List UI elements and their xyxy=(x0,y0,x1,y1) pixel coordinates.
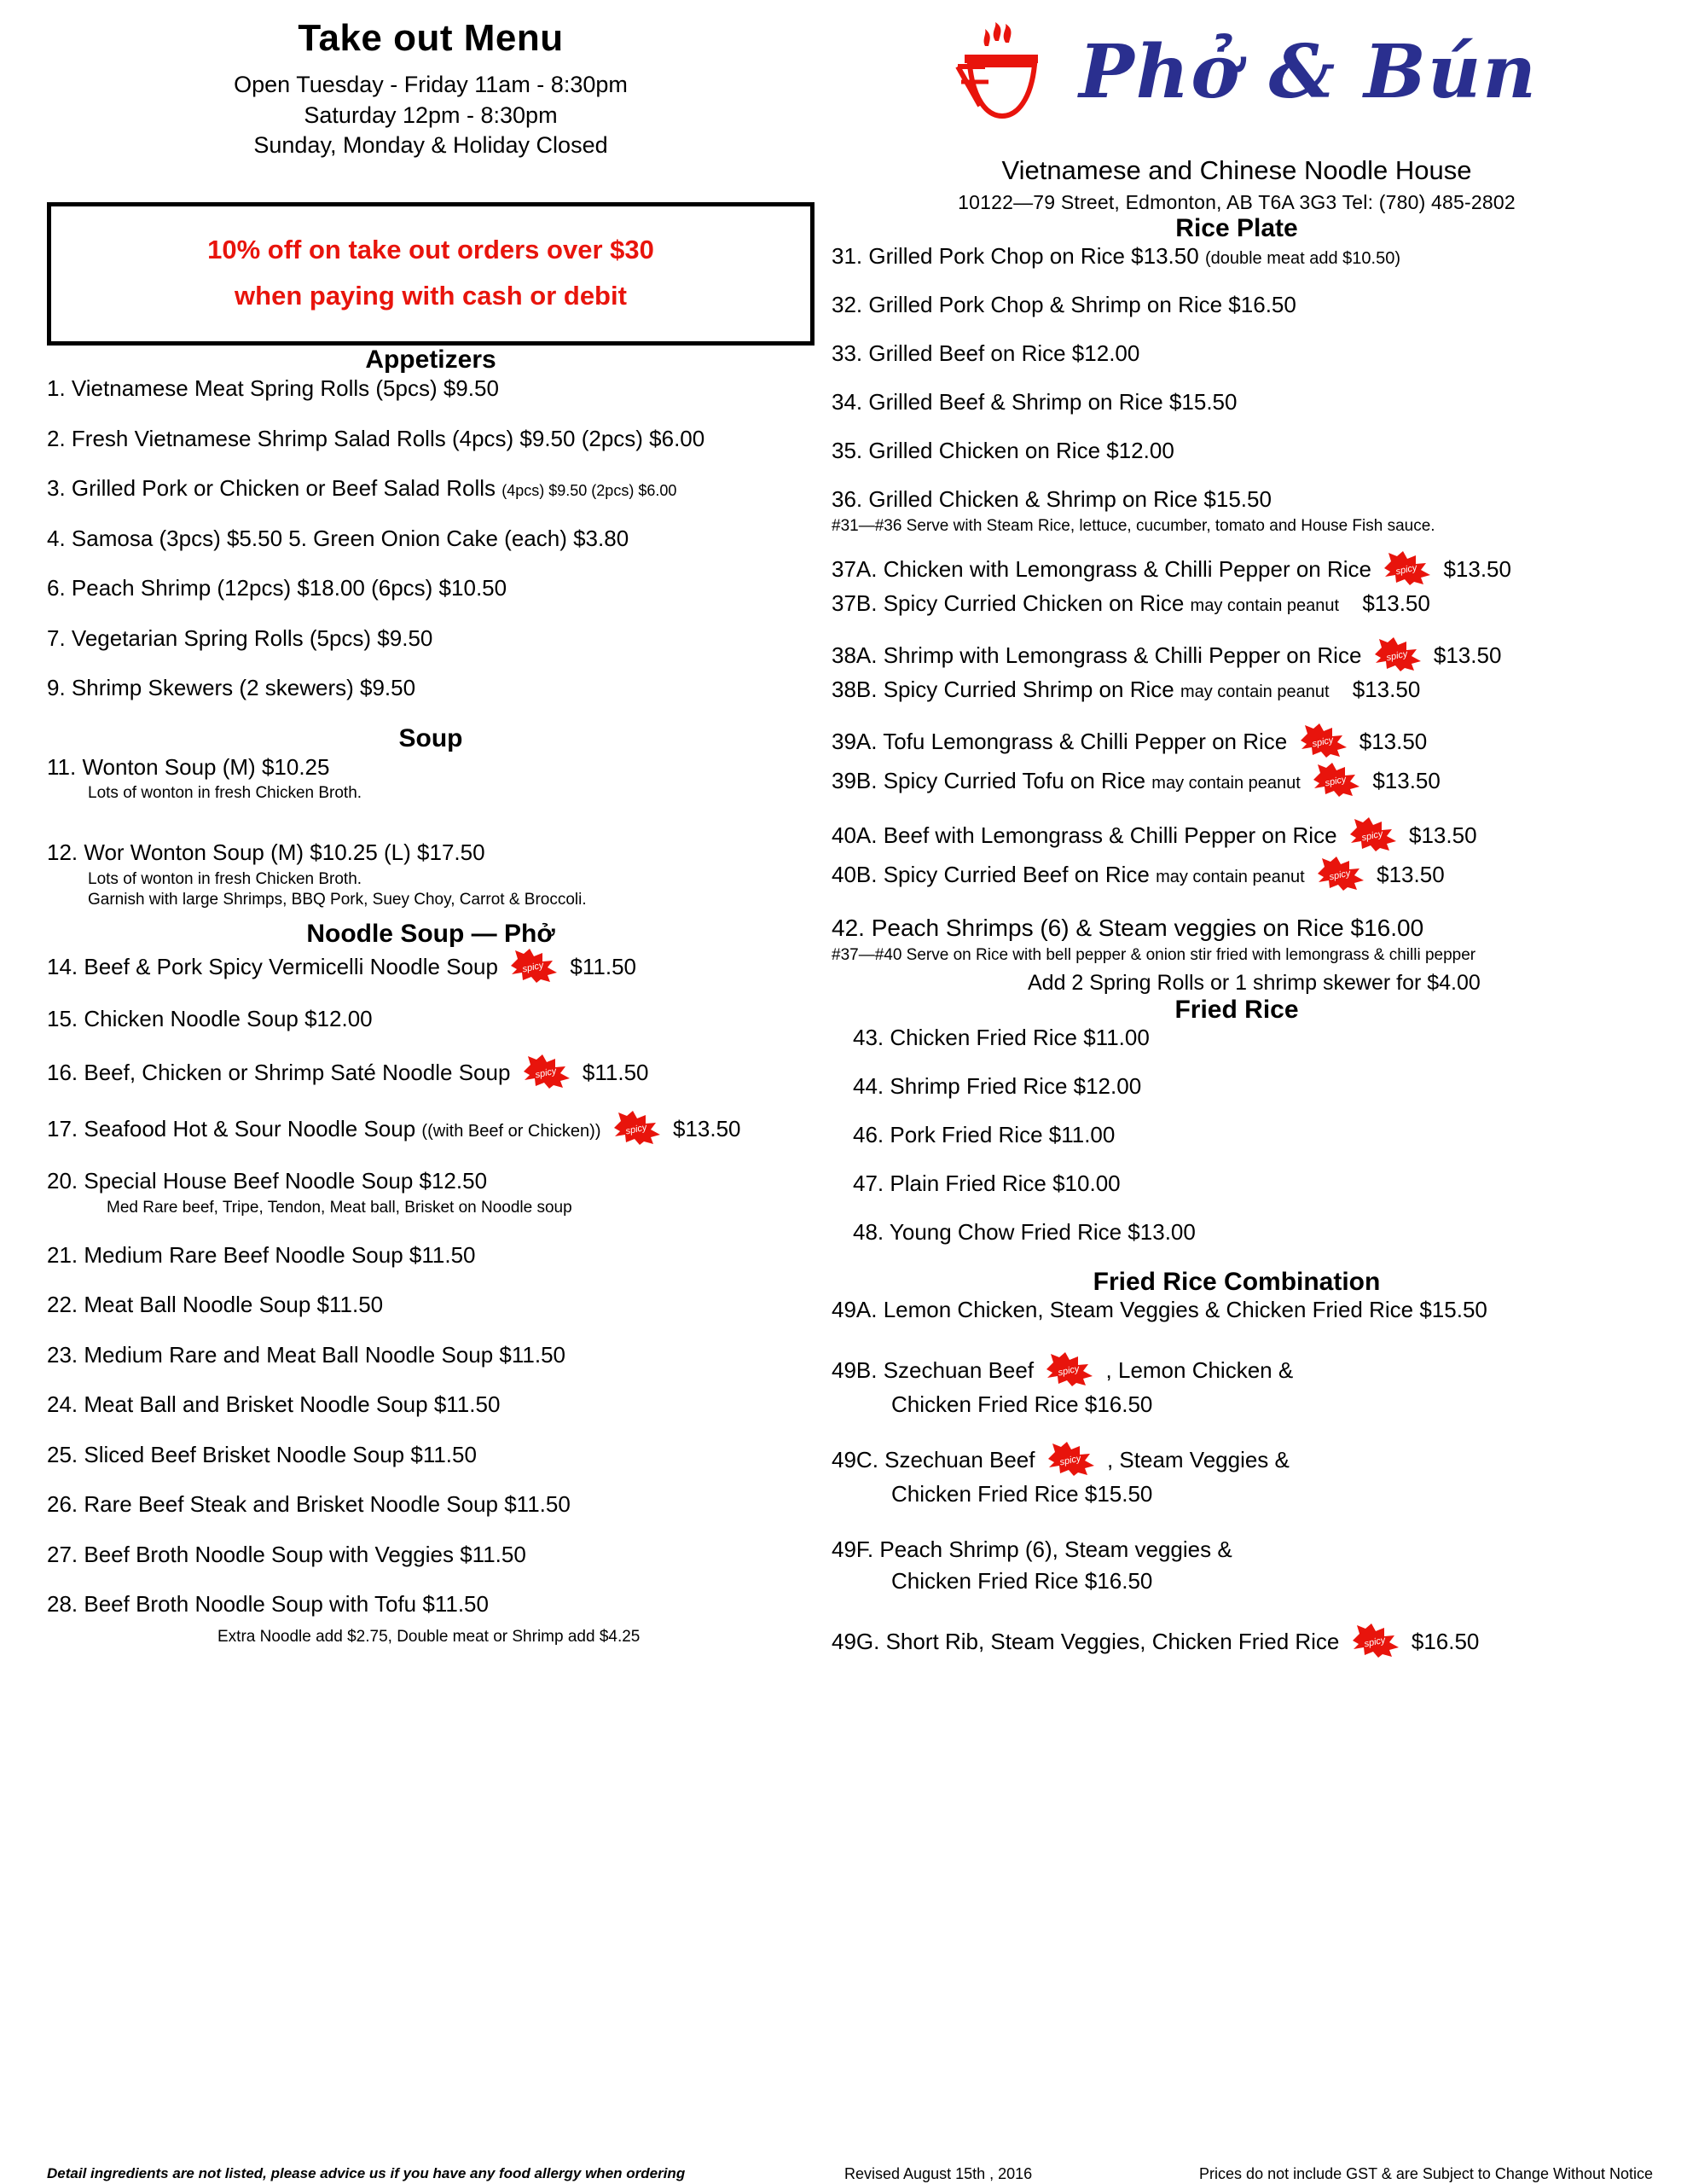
menu-item xyxy=(832,857,1642,891)
menu-item-description: Lots of wonton in fresh Chicken Broth. xyxy=(88,784,362,803)
menu-item-name: 49G. Short Rib, Steam Veggies, Chicken Fried Rice xyxy=(832,1629,1340,1655)
menu-item xyxy=(832,551,1642,585)
section-heading-fried-rice: Fried Rice xyxy=(1174,996,1299,1025)
menu-item-name: 39B. Spicy Curried Tofu on Rice xyxy=(832,767,1146,793)
menu-item-price: $13.50 xyxy=(1443,555,1511,582)
menu-item: 26. Rare Beef Steak and Brisket Noodle Soup $11.50 xyxy=(47,1491,571,1518)
menu-item-description: Garnish with large Shrimps, BBQ Pork, Suey Choy, Carrot & Broccoli. xyxy=(88,891,587,909)
menu-item: 6. Peach Shrimp (12pcs) $18.00 (6pcs) $10.50 xyxy=(47,575,507,601)
menu-item: 48. Young Chow Fried Rice $13.00 xyxy=(853,1219,1196,1246)
menu-item-price: $16.50 xyxy=(1411,1629,1480,1655)
menu-item: 49F. Peach Shrimp (6), Steam veggies & xyxy=(832,1536,1232,1563)
menu-item xyxy=(832,1352,1642,1386)
page-title: Take out Menu xyxy=(298,17,564,59)
menu-item-price-detail: (4pcs) $9.50 (2pcs) $6.00 xyxy=(501,482,677,500)
menu-item xyxy=(47,753,815,804)
svg-text:spicy: spicy xyxy=(1328,868,1352,883)
menu-item xyxy=(832,817,1642,851)
menu-item-name: 38A. Shrimp with Lemongrass & Chilli Pepper on Rice xyxy=(832,642,1362,668)
svg-text:spicy: spicy xyxy=(1360,828,1384,844)
spicy-icon xyxy=(1381,551,1434,585)
menu-item-price: $13.50 xyxy=(1372,767,1441,793)
menu-item xyxy=(47,474,815,502)
menu-item xyxy=(832,1623,1642,1658)
svg-text:spicy: spicy xyxy=(1394,562,1418,578)
menu-item xyxy=(832,677,1642,703)
menu-item xyxy=(47,839,815,911)
menu-item: 43. Chicken Fried Rice $11.00 xyxy=(853,1025,1150,1051)
section-heading-fried-rice-combination: Fried Rice Combination xyxy=(1093,1268,1381,1297)
menu-item-name: 11. Wonton Soup (M) $10.25 xyxy=(47,753,330,780)
menu-item: 42. Peach Shrimps (6) & Steam veggies on Rice $16.00 xyxy=(832,914,1424,941)
menu-item xyxy=(832,590,1642,617)
menu-item xyxy=(832,637,1642,671)
spicy-icon xyxy=(1347,817,1400,851)
menu-item-name: 16. Beef, Chicken or Shrimp Saté Noodle Soup xyxy=(47,1060,511,1086)
spicy-icon xyxy=(1045,1442,1098,1476)
menu-item: 22. Meat Ball Noodle Soup $11.50 xyxy=(47,1292,384,1318)
svg-text:spicy: spicy xyxy=(521,960,545,975)
spicy-icon xyxy=(1043,1352,1096,1386)
menu-item-note: may contain peanut xyxy=(1190,595,1340,615)
menu-item xyxy=(47,1054,815,1089)
menu-item-name: 38B. Spicy Curried Shrimp on Rice xyxy=(832,676,1174,702)
svg-text:spicy: spicy xyxy=(1363,1635,1387,1650)
rice-plate-add-note: Add 2 Spring Rolls or 1 shrimp skewer for $4.00 xyxy=(1028,971,1481,996)
svg-text:spicy: spicy xyxy=(534,1066,558,1081)
menu-item: 47. Plain Fried Rice $10.00 xyxy=(853,1170,1121,1197)
menu-item-suffix: , Lemon Chicken & xyxy=(1105,1357,1294,1384)
spicy-icon xyxy=(1349,1623,1402,1658)
menu-item-price: $13.50 xyxy=(1352,676,1421,702)
menu-item: 32. Grilled Pork Chop & Shrimp on Rice $16.50 xyxy=(832,292,1296,317)
menu-item: 15. Chicken Noodle Soup $12.00 xyxy=(47,1005,373,1031)
menu-item-name: 49C. Szechuan Beef xyxy=(832,1447,1035,1473)
svg-text:spicy: spicy xyxy=(1057,1363,1081,1379)
menu-item: 23. Medium Rare and Meat Ball Noodle Soup $11.50 xyxy=(47,1341,566,1368)
menu-item-price: $13.50 xyxy=(1359,728,1428,754)
menu-item: 28. Beef Broth Noodle Soup with Tofu $11.50 xyxy=(47,1591,489,1618)
menu-item-name: 37A. Chicken with Lemongrass & Chilli Pepper on Rice xyxy=(832,555,1371,582)
menu-item-note: may contain peanut xyxy=(1180,682,1330,701)
menu-item: 44. Shrimp Fried Rice $12.00 xyxy=(853,1073,1142,1100)
menu-item: 33. Grilled Beef on Rice $12.00 xyxy=(832,340,1140,366)
menu-item: 49A. Lemon Chicken, Steam Veggies & Chicken Fried Rice $15.50 xyxy=(832,1297,1487,1323)
fried-rice-combo-items xyxy=(832,1297,1642,1658)
svg-text:spicy: spicy xyxy=(1058,1453,1082,1468)
hours-line-1: Open Tuesday - Friday 11am - 8:30pm xyxy=(234,72,628,97)
svg-text:spicy: spicy xyxy=(1385,648,1409,664)
section-heading-appetizers: Appetizers xyxy=(365,346,496,375)
menu-item xyxy=(47,1111,815,1145)
menu-item: 36. Grilled Chicken & Shrimp on Rice $15.50 xyxy=(832,486,1272,512)
menu-item-name: 39A. Tofu Lemongrass & Chilli Pepper on Rice xyxy=(832,728,1288,754)
hours-block xyxy=(47,70,815,161)
svg-text:spicy: spicy xyxy=(1324,774,1348,789)
spicy-icon xyxy=(507,949,560,983)
menu-item xyxy=(832,1442,1642,1476)
menu-item-note-text: (with Beef or Chicken) xyxy=(427,1122,595,1141)
menu-item-line2: Chicken Fried Rice $15.50 xyxy=(891,1481,1153,1507)
menu-item-price: $13.50 xyxy=(1409,822,1477,848)
spicy-icon xyxy=(611,1111,664,1145)
menu-item: 46. Pork Fried Rice $11.00 xyxy=(853,1122,1116,1148)
footer-allergy-note: Detail ingredients are not listed, please advice us if you have any food allergy when ordering xyxy=(47,2165,686,2181)
menu-item xyxy=(832,763,1642,797)
section-heading-rice-plate: Rice Plate xyxy=(1175,214,1298,242)
rice-plate-note-31-36: #31—#36 Serve with Steam Rice, lettuce, cucumber, tomato and House Fish sauce. xyxy=(832,517,1435,535)
promo-box xyxy=(47,202,815,346)
restaurant-address: 10122—79 Street, Edmonton, AB T6A 3G3 Tel: (780) 485-2802 xyxy=(958,191,1516,213)
menu-item: 2. Fresh Vietnamese Shrimp Salad Rolls (4pcs) $9.50 (2pcs) $6.00 xyxy=(47,425,705,451)
menu-item-name: 20. Special House Beef Noodle Soup $12.50 xyxy=(47,1168,488,1194)
menu-item-line2: Chicken Fried Rice $16.50 xyxy=(891,1568,1153,1594)
spicy-icon xyxy=(1310,763,1363,797)
svg-text:spicy: spicy xyxy=(624,1122,648,1137)
spicy-icon xyxy=(1314,857,1367,891)
menu-item: 9. Shrimp Skewers (2 skewers) $9.50 xyxy=(47,675,416,701)
menu-item-price: $11.50 xyxy=(582,1060,649,1086)
menu-item-price: $13.50 xyxy=(672,1116,741,1142)
menu-item: 21. Medium Rare Beef Noodle Soup $11.50 xyxy=(47,1241,476,1268)
menu-item-name: 3. Grilled Pork or Chicken or Beef Salad Rolls xyxy=(47,475,496,502)
menu-item-note: ((with Beef or Chicken)) xyxy=(421,1122,601,1141)
menu-item-note: (double meat add $10.50) xyxy=(1204,249,1400,268)
menu-item-description: Med Rare beef, Tripe, Tendon, Meat ball, Brisket on Noodle soup xyxy=(107,1198,572,1217)
menu-item-name: 17. Seafood Hot & Sour Noodle Soup xyxy=(47,1116,416,1142)
restaurant-subtitle: Vietnamese and Chinese Noodle House xyxy=(1001,155,1472,185)
promo-line-1: 10% off on take out orders over $30 xyxy=(207,234,654,264)
menu-item-name: 31. Grilled Pork Chop on Rice $13.50 xyxy=(832,243,1199,269)
menu-item-name: 14. Beef & Pork Spicy Vermicelli Noodle Soup xyxy=(47,953,498,979)
fried-rice-items xyxy=(853,1025,1642,1246)
promo-line-2: when paying with cash or debit xyxy=(235,281,627,311)
menu-item xyxy=(47,949,815,983)
rice-plate-items xyxy=(832,243,1642,996)
logo-row xyxy=(832,20,1642,148)
spicy-icon xyxy=(1371,637,1424,671)
menu-item xyxy=(832,243,1642,270)
menu-item-price: $13.50 xyxy=(1362,590,1430,616)
menu-item: 4. Samosa (3pcs) $5.50 5. Green Onion Cake (each) $3.80 xyxy=(47,525,629,551)
menu-item-name: 12. Wor Wonton Soup (M) $10.25 (L) $17.50 xyxy=(47,839,485,866)
svg-text:spicy: spicy xyxy=(1310,735,1335,750)
restaurant-logo-text: Phở & Bún xyxy=(1079,29,1538,115)
menu-item xyxy=(832,723,1642,758)
menu-item: 1. Vietnamese Meat Spring Rolls (5pcs) $9.50 xyxy=(47,375,499,402)
menu-item: 24. Meat Ball and Brisket Noodle Soup $11.50 xyxy=(47,1391,501,1418)
left-column xyxy=(47,17,815,1647)
menu-item-note: may contain peanut xyxy=(1156,867,1305,886)
menu-item-note: may contain peanut xyxy=(1151,773,1301,793)
menu-item: 35. Grilled Chicken on Rice $12.00 xyxy=(832,438,1174,463)
menu-item: 7. Vegetarian Spring Rolls (5pcs) $9.50 xyxy=(47,624,433,651)
menu-item-name: 40B. Spicy Curried Beef on Rice xyxy=(832,861,1150,887)
rice-plate-note-37-40: #37—#40 Serve on Rice with bell pepper & onion stir fried with lemongrass & chilli pepper xyxy=(832,945,1476,964)
menu-item-suffix: , Steam Veggies & xyxy=(1106,1447,1290,1473)
spicy-icon xyxy=(1297,723,1350,758)
menu-item: 27. Beef Broth Noodle Soup with Veggies $11.50 xyxy=(47,1541,526,1567)
spicy-icon xyxy=(520,1054,573,1089)
section-heading-noodle-soup: Noodle Soup — Phở xyxy=(306,919,555,948)
menu-item-price: $13.50 xyxy=(1377,861,1445,887)
menu-item-price: $13.50 xyxy=(1433,642,1502,668)
menu-item: 34. Grilled Beef & Shrimp on Rice $15.50 xyxy=(832,389,1238,415)
right-column xyxy=(832,17,1642,1658)
menu-item-line2: Chicken Fried Rice $16.50 xyxy=(891,1391,1153,1418)
menu-item-name: 49B. Szechuan Beef xyxy=(832,1357,1035,1384)
section-heading-soup: Soup xyxy=(398,723,463,752)
menu-item-description: Lots of wonton in fresh Chicken Broth. xyxy=(88,869,362,888)
noodle-footnote: Extra Noodle add $2.75, Double meat or Shrimp add $4.25 xyxy=(217,1627,641,1646)
footer-price-note: Prices do not include GST & are Subject to Change Without Notice xyxy=(1199,2165,1653,2182)
menu-item xyxy=(47,1167,815,1218)
hours-line-3: Sunday, Monday & Holiday Closed xyxy=(253,132,608,159)
hours-line-2: Saturday 12pm - 8:30pm xyxy=(304,102,558,128)
menu-item: 25. Sliced Beef Brisket Noodle Soup $11.50 xyxy=(47,1441,477,1467)
menu-item-name: 40A. Beef with Lemongrass & Chilli Pepper on Rice xyxy=(832,822,1337,848)
noodle-bowl-icon xyxy=(936,20,1064,140)
footer-revision-date: Revised August 15th , 2016 xyxy=(844,2165,1033,2182)
menu-item-price: $11.50 xyxy=(570,953,636,979)
menu-item-name: 37B. Spicy Curried Chicken on Rice xyxy=(832,590,1185,616)
